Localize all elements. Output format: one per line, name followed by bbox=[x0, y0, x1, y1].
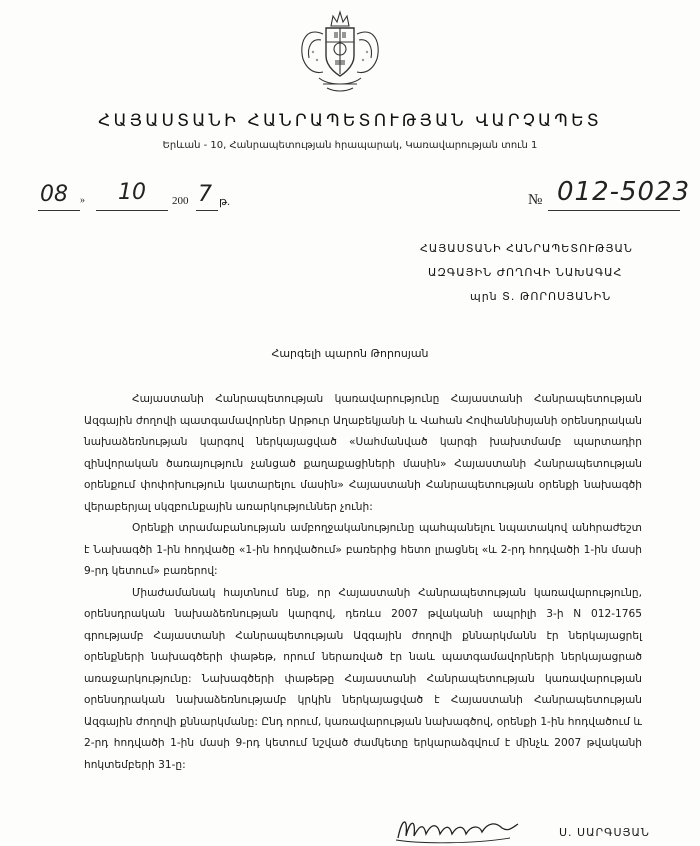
letter-body bbox=[84, 389, 642, 776]
date-month-underline bbox=[96, 210, 168, 211]
signatory-name: Ս. ՍԱՐԳՍՅԱՆ bbox=[559, 826, 650, 839]
handwritten-signature bbox=[392, 810, 522, 846]
date-year-handwritten: 7 bbox=[198, 182, 212, 207]
addressee-line-2: ԱԶԳԱՅԻՆ ԺՈՂՈՎԻ ՆԱԽԱԳԱՀ bbox=[428, 266, 623, 279]
date-separator: » bbox=[80, 195, 85, 206]
date-day: 08 bbox=[40, 182, 68, 207]
coat-of-arms-icon bbox=[293, 4, 387, 96]
body-paragraph-1: Հայաստանի Հանրապետության կառավարությունը Հայաստանի Հանրապետության Ազգային ժողովի պատգամավորներ Արթուր Աղաբեկյանի և Վահան Հովհաննիսյանի օրենսդրական նախաձեռնության կարգով ներկայացված «Սահմանված կարգի խախտմամբ պարտադիր զինվորական ծառայություն չանցած քաղաքացիների մասին» Հայաստանի Հանրապետության օրենքում փոփոխություն կատարելու մասին» Հայաստանի Հանրապետության օրենքի նախագծի վերաբերյալ սկզբունքային առարկություններ չունի: bbox=[84, 393, 642, 513]
government-title: ՀԱՅԱՍՏԱՆԻ ՀԱՆՐԱՊԵՏՈՒԹՅԱՆ ՎԱՐՉԱՊԵՏ bbox=[98, 111, 602, 131]
date-day-underline bbox=[38, 210, 80, 211]
reference-number-underline bbox=[548, 210, 680, 211]
addressee-line-3: պրն Տ. ԹՈՐՈՍՅԱՆԻՆ bbox=[470, 290, 612, 303]
reference-number: 012-5023 bbox=[557, 177, 691, 207]
date-suffix: թ. bbox=[219, 196, 230, 208]
addressee-line-1: ՀԱՅԱՍՏԱՆԻ ՀԱՆՐԱՊԵՏՈՒԹՅԱՆ bbox=[420, 242, 633, 255]
date-year-printed: 200 bbox=[172, 195, 189, 207]
body-paragraph-2: Օրենքի տրամաբանության ամբողջականությունը պահպանելու նպատակով անհրաժեշտ է Նախագծի 1-ին հոդվածը «1-ին հոդվածում» բառերից հետո լրացնել «և 2-րդ հոդվածի 1-ին մասի 9-րդ կետում» բառերով: bbox=[84, 522, 642, 577]
date-year-underline bbox=[196, 210, 218, 211]
reference-number-prefix: № bbox=[528, 192, 543, 208]
date-month: 10 bbox=[118, 180, 146, 205]
body-paragraph-3: Միաժամանակ հայտնում ենք, որ Հայաստանի Հանրապետության կառավարությունը, օրենսդրական նախաձեռնության կարգով, դեռևս 2007 թվականի ապրիլի 3-ի N 012-1765 գրությամբ Հայաստանի Հանրապետության Ազգային ժողովի քննարկմանն էր ներկայացրել օրենքների նախագծերի փաթեթ, որում ներառված էր նաև պատգամավորների ներկայացրած առաջարկությունը: Նախագծերի փաթեթը Հայաստանի Հանրապետության կառավարության օրենսդրական նախաձեռնությամբ կրկին ներկայացված է Հայաստանի Հանրապետության Ազգային ժողովի քննարկմանը: Ընդ որում, կառավարության նախագծով, օրենքի 1-ին հոդվածում և 2-րդ հոդվածի 1-ին մասի 9-րդ կետում նշված ժամկետը երկարաձգվում է մինչև 2007 թվականի հոկտեմբերի 31-ը: bbox=[84, 586, 642, 771]
salutation: Հարգելի պարոն Թորոսյան bbox=[271, 347, 429, 360]
government-address: Երևան - 10, Հանրապետության հրապարակ, Կառավարության տուն 1 bbox=[162, 140, 538, 151]
